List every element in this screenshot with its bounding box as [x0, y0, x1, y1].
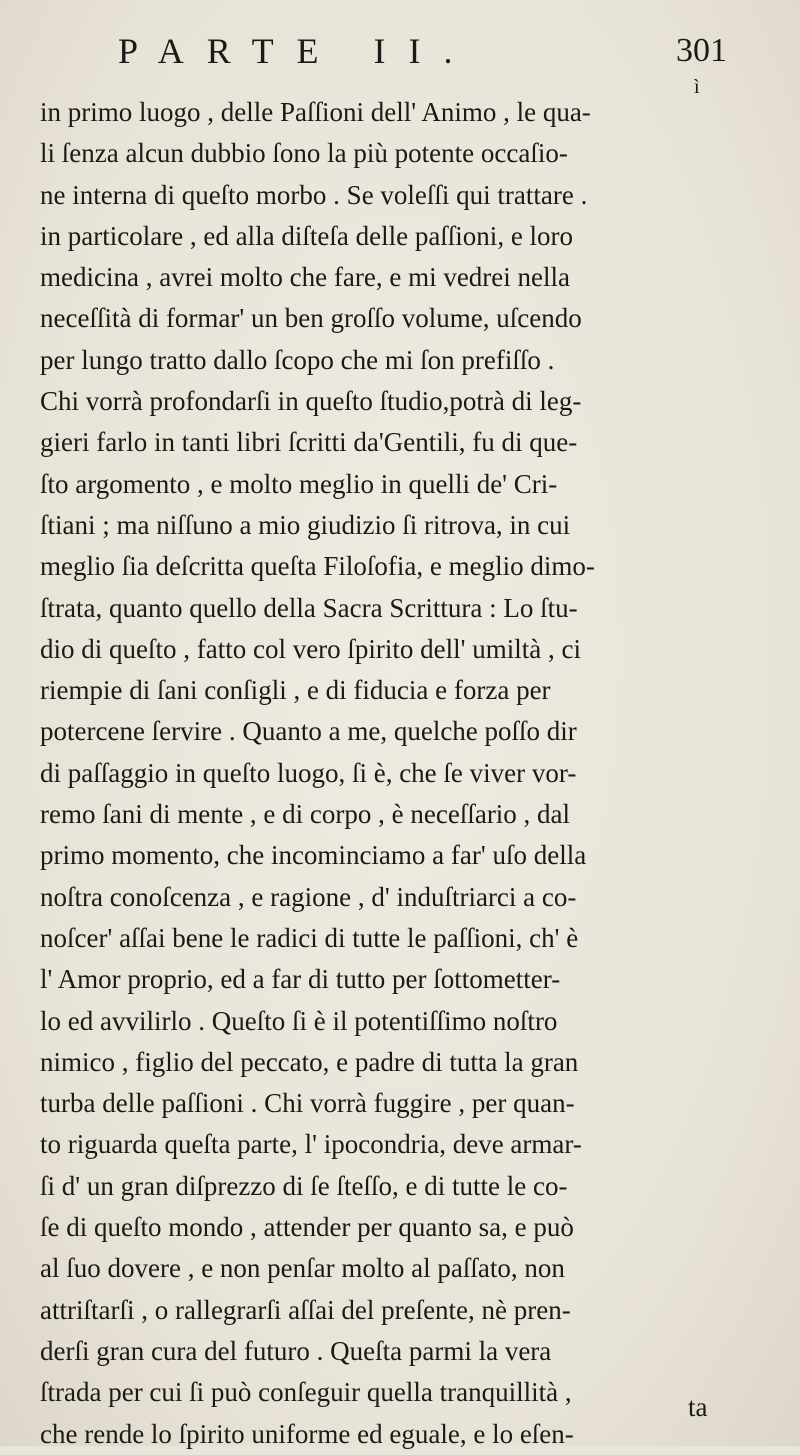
- text-line: ſe di queſto mondo , attender per quanto sa, e può: [40, 1212, 574, 1243]
- text-line: l' Amor proprio, ed a far di tutto per ſottometter-: [40, 964, 561, 995]
- text-line: remo ſani di mente , e di corpo , è neceſſario , dal: [40, 799, 571, 830]
- text-line: potercene ſervire . Quanto a me, quelche poſſo dir: [40, 716, 577, 747]
- text-line: ne interna di queſto morbo . Se voleſſi qui trattare .: [40, 179, 588, 210]
- text-line: neceſſità di formar' un ben groſſo volume, uſcendo: [40, 303, 582, 334]
- text-line: noſtra conoſcenza , e ragione , d' induſtriarci a co-: [40, 881, 577, 912]
- catchword: ta: [688, 1392, 708, 1422]
- page-number: 301: [676, 32, 727, 69]
- running-title: PARTE II.: [118, 31, 476, 71]
- text-line: di paſſaggio in queſto luogo, ſi è, che ſe viver vor-: [40, 757, 577, 788]
- text-line: noſcer' aſſai bene le radici di tutte le paſſioni, ch' è: [40, 922, 579, 953]
- text-line: al ſuo dovere , e non penſar molto al paſſato, non: [40, 1253, 565, 1284]
- running-head: [0, 22, 800, 82]
- body-text: [40, 92, 770, 1455]
- text-line: to riguarda queſta parte, l' ipocondria, deve armar-: [40, 1129, 582, 1160]
- text-line: attriſtarſi , o rallegrarſi aſſai del preſente, nè pren-: [40, 1294, 571, 1325]
- text-line: ſtiani ; ma niſſuno a mio giudizio ſi ritrova, in cui: [40, 509, 571, 540]
- signature-mark: ì: [694, 76, 700, 98]
- text-line: nimico , figlio del peccato, e padre di tutta la gran: [40, 1046, 579, 1077]
- text-line: meglio ſia deſcritta queſta Filoſofia, e meglio dimo-: [40, 551, 595, 582]
- text-line: lo ed avvilirlo . Queſto ſi è il potentiſſimo noſtro: [40, 1005, 558, 1036]
- text-line: gieri farlo in tanti libri ſcritti da'Gentili, fu di que-: [40, 427, 578, 458]
- text-line: ſi d' un gran diſprezzo di ſe ſteſſo, e di tutte le co-: [40, 1170, 568, 1201]
- text-line: ſto argomento , e molto meglio in quelli de' Cri-: [40, 468, 558, 499]
- text-line: turba delle paſſioni . Chi vorrà fuggire , per quan-: [40, 1088, 575, 1119]
- text-line: ſtrada per cui ſi può conſeguir quella tranquillità ,: [40, 1377, 572, 1408]
- text-line: in particolare , ed alla diſteſa delle paſſioni, e loro: [40, 220, 574, 251]
- text-line: primo momento, che incominciamo a far' uſo della: [40, 840, 587, 871]
- text-line: che rende lo ſpirito uniforme ed eguale, e lo eſen-: [40, 1418, 574, 1449]
- text-line: riempie di ſani conſigli , e di fiducia e forza per: [40, 675, 551, 706]
- text-line: in primo luogo , delle Paſſioni dell' Animo , le qua-: [40, 97, 591, 127]
- text-line: derſi gran cura del futuro . Queſta parmi la vera: [40, 1335, 552, 1366]
- text-line: per lungo tratto dallo ſcopo che mi ſon prefiſſo .: [40, 344, 555, 375]
- text-line: medicina , avrei molto che fare, e mi vedrei nella: [40, 262, 571, 293]
- text-line: li ſenza alcun dubbio ſono la più potente occaſio-: [40, 138, 568, 169]
- text-line: Chi vorrà profondarſi in queſto ſtudio,potrà di leg-: [40, 386, 582, 417]
- text-line: ſtrata, quanto quello della Sacra Scrittura : Lo ſtu-: [40, 592, 578, 623]
- text-line: dio di queſto , fatto col vero ſpirito dell' umiltà , ci: [40, 633, 582, 664]
